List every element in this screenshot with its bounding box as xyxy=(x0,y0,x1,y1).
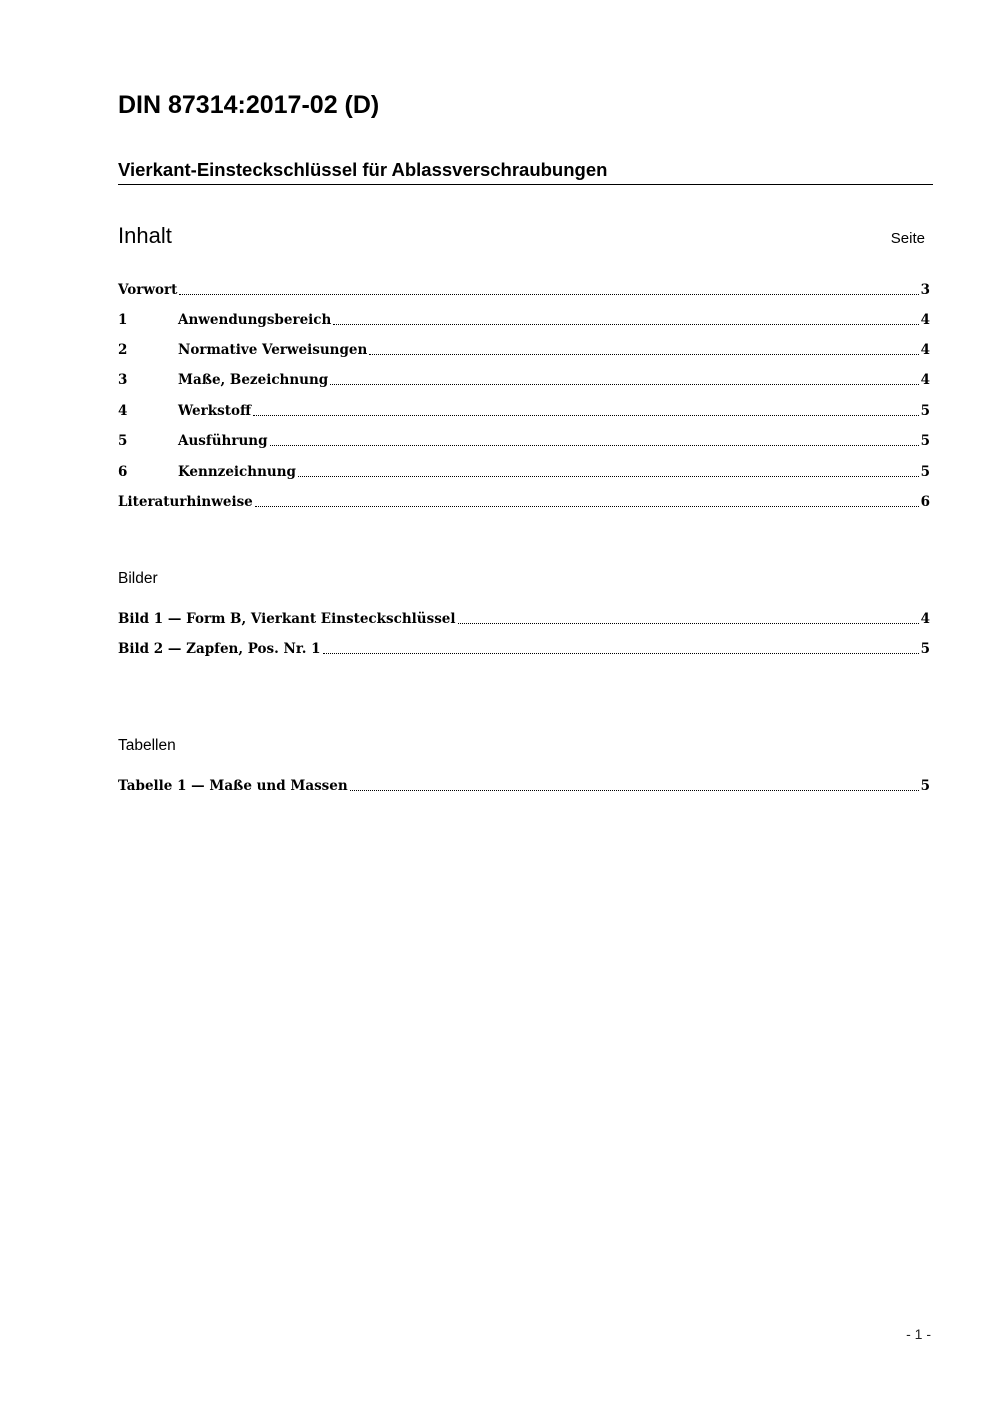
table-entry-text: Tabelle 1 — Maße und Massen xyxy=(118,778,348,794)
toc-entry-text: Ausführung xyxy=(178,433,268,449)
toc-entry-anwendungsbereich[interactable] xyxy=(118,309,930,331)
toc-entry-masse-bezeichnung[interactable] xyxy=(118,369,930,391)
toc-entry-werkstoff[interactable] xyxy=(118,400,930,422)
document-number: DIN 87314:2017-02 (D) xyxy=(118,91,380,119)
dot-leader xyxy=(179,293,918,295)
toc-entry-page: 4 xyxy=(920,372,930,388)
dot-leader xyxy=(255,505,919,507)
toc-entry-number: 2 xyxy=(118,342,128,358)
toc-entry-number: 3 xyxy=(118,372,128,388)
page-column-label: Seite xyxy=(890,230,925,247)
figure-entry-text: Bild 2 — Zapfen, Pos. Nr. 1 xyxy=(118,641,321,657)
toc-entry-ausfuehrung[interactable] xyxy=(118,430,930,452)
toc-entry-page: 4 xyxy=(920,342,930,358)
toc-entry-kennzeichnung[interactable] xyxy=(118,461,930,483)
dot-leader xyxy=(323,652,919,654)
figure-entry-bild-1[interactable] xyxy=(118,608,930,630)
toc-entry-number: 6 xyxy=(118,464,128,480)
dot-leader xyxy=(458,622,919,624)
toc-entry-number: 5 xyxy=(118,433,128,449)
figure-entry-page: 4 xyxy=(920,611,930,627)
dot-leader xyxy=(298,475,919,477)
toc-entry-text: Normative Verweisungen xyxy=(178,342,368,358)
page-number: - 1 - xyxy=(906,1326,931,1342)
toc-entry-page: 5 xyxy=(920,403,930,419)
toc-entry-page: 4 xyxy=(920,312,930,328)
toc-entry-number: 4 xyxy=(118,403,128,419)
toc-entry-text: Anwendungsbereich xyxy=(178,312,332,328)
document-title: Vierkant-Einsteckschlüssel für Ablassverschraubungen xyxy=(118,158,933,185)
toc-entry-text: Werkstoff xyxy=(178,403,252,419)
toc-entry-text: Kennzeichnung xyxy=(178,464,296,480)
table-entry-tabelle-1[interactable] xyxy=(118,775,930,797)
toc-entry-page: 5 xyxy=(920,433,930,449)
toc-heading: Inhalt xyxy=(118,223,172,248)
toc-entry-text: Literaturhinweise xyxy=(118,494,253,510)
figure-entry-text: Bild 1 — Form B, Vierkant Einsteckschlüssel xyxy=(118,611,456,627)
toc-entry-literaturhinweise[interactable] xyxy=(118,491,930,513)
dot-leader xyxy=(369,353,918,355)
toc-entry-page: 3 xyxy=(920,282,930,298)
toc-entry-text: Vorwort xyxy=(118,282,178,298)
figure-entry-page: 5 xyxy=(920,641,930,657)
dot-leader xyxy=(270,444,919,446)
toc-entry-normative-verweisungen[interactable] xyxy=(118,339,930,361)
tables-heading: Tabellen xyxy=(118,737,176,754)
dot-leader xyxy=(253,414,919,416)
toc-entry-vorwort[interactable] xyxy=(118,279,930,301)
dot-leader xyxy=(350,789,919,791)
toc-entry-text: Maße, Bezeichnung xyxy=(178,372,329,388)
toc-entry-page: 5 xyxy=(920,464,930,480)
toc-entry-page: 6 xyxy=(920,494,930,510)
figure-entry-bild-2[interactable] xyxy=(118,638,930,660)
toc-entry-number: 1 xyxy=(118,312,128,328)
table-entry-page: 5 xyxy=(920,778,930,794)
dot-leader xyxy=(333,323,918,325)
dot-leader xyxy=(330,383,918,385)
figures-heading: Bilder xyxy=(118,570,158,587)
